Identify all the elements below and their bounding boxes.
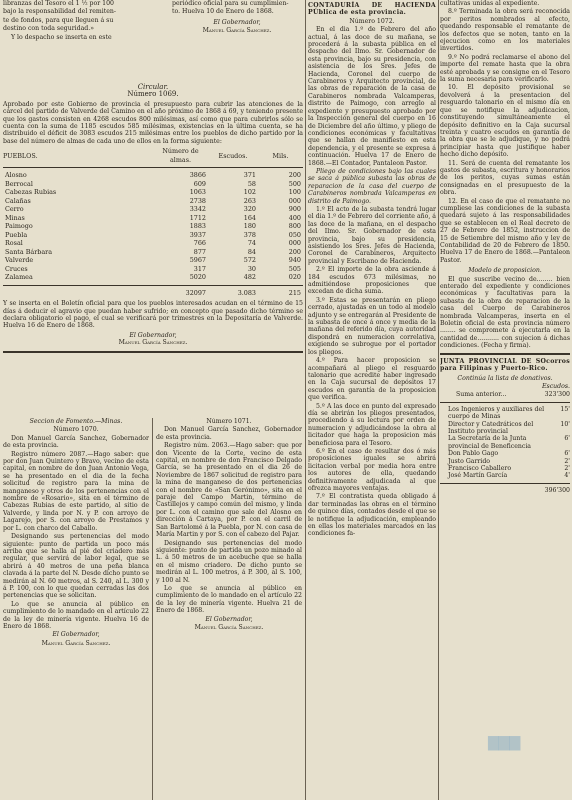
almas-cell: 317 <box>193 264 206 273</box>
list-item <box>440 435 570 450</box>
escudos-header: Escudos. <box>542 382 570 390</box>
escudos-cell: 102 <box>243 188 256 197</box>
almas-cell: 1063 <box>189 188 206 197</box>
signature-name: Manuel García Sanchez. <box>41 639 111 647</box>
escudos-cell: 378 <box>243 230 256 239</box>
table-row <box>3 248 303 257</box>
notice-body: Registro núm. 2063.—Hago saber: que por don Vicente de la Corte, vecino de esta capital, en nombre de don Francisco Delgado García, se ha presentado en el dia 26 de Noviembre de 1867 solicitud de registro para la mina de manganeso de dos pertenencias con el nombre de «San Gerónimo», sita en el paraje del Campo Martin, término de Castillejos y campo común del mismo, y linda por L. con el camino que sale del Alosno en dirección á Cartaya, por P. con el carril de San Bartolomé á la Puebla, por N. con casa de María Martin y por S. con el cabezo del Pajar. <box>156 442 302 539</box>
list-item <box>440 406 570 421</box>
donor-name: Director y Catedráticos del Instituto provincial <box>448 420 534 435</box>
pueblo-cell: Alosno <box>5 171 27 180</box>
pueblo-cell: Cruces <box>5 264 28 273</box>
almas-cell: 5020 <box>189 273 206 282</box>
almas-cell: 609 <box>193 179 206 188</box>
circular-closing: Y se inserta en el Boletín oficial para que los pueblos interesados acudan en el término de 15 días á deducir el agravio que puedan haber sufrido; en concepto que pasado dicho término se declara obligatorio el pago, el cual se verificará por trimestres en la Depositaría de Valverde. Huelva 16 de Enero de 1868. <box>3 300 303 330</box>
col-header: Número de almas. <box>162 147 199 164</box>
list-item <box>440 458 570 465</box>
list-item <box>440 472 570 479</box>
donor-name: Don Pablo Gago <box>448 450 499 458</box>
table-row <box>3 197 303 206</box>
modelo-heading: Modelo de proposicion. <box>468 267 542 275</box>
donation-amount: 15' <box>560 405 570 413</box>
total-mils: 215 <box>288 288 301 297</box>
signature-title: El Gobernador, <box>205 615 253 623</box>
table-row <box>3 256 303 265</box>
pueblos-rows <box>3 171 303 282</box>
almas-cell: 3937 <box>189 230 206 239</box>
pueblo-cell: Minas <box>5 213 25 222</box>
text-line: destino con toda seguridad.» <box>3 25 94 33</box>
signature-name: Manuel García Sanchez. <box>202 27 272 35</box>
notice-number: Número 1072. <box>349 17 395 25</box>
table-row <box>3 222 303 231</box>
escudos-cell: 263 <box>243 196 256 205</box>
suma-anterior-value: 323'300 <box>544 391 570 399</box>
notice-body: 6.º En el caso de resultar dos ó más proposiciones iguales se abrirá licitacion verbal por media hora entre los autores de ella, quedando definitivamente adjudicada al que ofrezca mayores ventajas. <box>308 447 436 492</box>
table-rule <box>3 167 303 168</box>
circular-body: Aprobado por este Gobierno de provincia el presupuesto para cubrir las atenciones de la cárcel del partido de Valverde del Camino en el año próximo de 1868 á 69, y teniendo presente que los gastos consisten en 4268 escudos 800 milésimas, así como que para cubrirlos sólo se cuenta con la suma de 1185 escudos 585 milésimas, existencias en la última cuenta, se ha distribuido el déficit de 3083 escudos 215 milésimas entre los pueblos de dicho partido por la base del número de almas de cada uno de ellos en la forma siguiente: <box>3 100 303 145</box>
notice-body: 12. En el caso de que el rematante no cumpliese las condiciones de la subasta quedará sujeto á las responsabilidades que se establecen en el Real decreto de 27 de Febrero de 1852, instruccion de 15 de Setiembre del mismo año y ley de Contabilidad de 20 de Febrero de 1850. Huelva 17 de Enero de 1868.—Pantaleon Pastor. <box>440 197 570 264</box>
pueblo-cell: Rosal <box>5 239 23 248</box>
top-mid-block <box>172 0 302 78</box>
notice-body: 1.º El acto de la subasta tendrá lugar el dia 1.º de Febrero del corriente año, á las doce de la mañana, en el despacho del Ilmo. Sr. Gobernador de esta provincia, bajo su presidencia, asistiendo los Sres. Jefes de Hacienda, Coronel de Carabineros, Arquitecto provincial y Escribano de Hacienda. <box>308 205 436 265</box>
right-column-b <box>440 0 570 800</box>
column-divider <box>438 0 439 800</box>
mils-cell: 400 <box>288 213 301 222</box>
col-header: Escudos. <box>218 151 248 160</box>
notice-body: Don Manuel García Sanchez, Gobernador de esta provincia. <box>156 426 302 441</box>
pueblos-table <box>3 147 303 164</box>
top-left-block <box>3 0 167 78</box>
escudos-cell: 30 <box>247 264 256 273</box>
almas-cell: 3866 <box>189 171 206 180</box>
mid-bottom-column <box>156 418 302 800</box>
suma-anterior-label: Suma anterior... <box>456 391 507 399</box>
table-rule <box>3 285 303 286</box>
pueblo-cell: Paimogo <box>5 222 33 231</box>
notice-body: Registro número 2087.—Hago saber: que por don Juan Quintero y Bravo, vecino de esta capital, en nombre de don Juan Antonio Vega, se ha presentado en el dia de la fecha solicitud de registro para la mina de manganeso y otros de los pertenencias con el nombre de «Rosario», sita en el término de Cabezas Rubias de este partido, al sitio de Valverde, y linda por N. y P. con arroyo de Lagarejo, por S. con arroyo de Prestamos y por L. con charco del Caballo. <box>3 450 149 532</box>
pueblo-cell: Berrocal <box>5 179 33 188</box>
section-heading: Circular. <box>137 83 169 91</box>
signature-name: Manuel García Sanchez. <box>194 623 264 631</box>
mils-cell: 000 <box>288 196 301 205</box>
table-header-row <box>3 147 303 164</box>
almas-cell: 1883 <box>189 222 206 231</box>
signature-name: Manuel García Sanchez. <box>118 339 188 347</box>
left-bottom-column <box>3 418 149 800</box>
mils-cell: 900 <box>288 205 301 214</box>
almas-cell: 3342 <box>189 205 206 214</box>
notice-body: 9.º No podrá reclamarse el abono del importe del remate hasta que la obra esté aprobada y se consigne en el Tesoro la suma necesaria para verificarlo. <box>440 53 570 84</box>
table-row <box>3 188 303 197</box>
mils-cell: 505 <box>288 264 301 273</box>
notice-body: 3.º Estas se presentarán en pliego cerrado, ajustadas en un todo al modelo adjunto y se entregarán al Presidente de la subasta de once á once y media de la mañana del referido día, cuya autoridad dispondrá en numeracion correlativa, exigiendo se subrogue por el portador los pliegos. <box>308 296 436 356</box>
table-row <box>3 171 303 180</box>
escudos-cell: 84 <box>247 247 256 256</box>
table-row <box>3 214 303 223</box>
signature-title: El Gobernador, <box>129 331 177 339</box>
table-row <box>3 265 303 274</box>
list-item <box>440 465 570 472</box>
almas-cell: 1712 <box>189 213 206 222</box>
continua-label: Continúa la lista de donativos. <box>457 374 553 382</box>
section-rule <box>3 351 303 353</box>
mils-cell: 200 <box>288 247 301 256</box>
escudos-cell: 74 <box>247 239 256 248</box>
table-rule <box>440 483 570 484</box>
pueblo-cell: Cabezas Rubias <box>5 188 57 197</box>
donativos-total: 396'300 <box>544 486 570 494</box>
table-rule <box>440 402 570 403</box>
escudos-cell: 180 <box>243 222 256 231</box>
library-stamp-mark: ▇▇▇ <box>488 735 521 751</box>
mils-cell: 050 <box>288 230 301 239</box>
donor-name: Francisco Caballero <box>448 464 512 472</box>
mils-cell: 020 <box>288 273 301 282</box>
almas-cell: 5967 <box>189 256 206 265</box>
notice-body: Designando sus pertenencias del modo siguiente: punto de partida un pozo minado al L. á 50 metros de un acebuche que se halla en el mismo criadero. De dicho punto se medirán al L. 100 metros, á P. 300, al S. 100, y 100 al N. <box>156 539 302 584</box>
suma-anterior-row <box>440 391 570 398</box>
table-row <box>3 231 303 240</box>
mils-cell: 500 <box>288 179 301 188</box>
notice-body: 8.º Terminada la obra será reconocida por peritos nombrados al efecto, quedando responsable el rematante de los defectos que se noten, tanto en la ejecucion como en los materiales invertidos. <box>440 8 570 53</box>
column-divider <box>305 0 306 800</box>
notice-body: Designando sus pertenencias del modo siguiente: punto de partida un poco más arriba que se halla al pié del criadero más regular, que servirá de labor legal, que se abrirá á 40 metros de una peña blanca clavada á la parte del N. Desde dicho punto se medirán al N. 60 metros, al S. 240, al L. 300 y á P. 100, con lo que quedan cerradas las dos pertenencias que se solicitan. <box>3 533 149 600</box>
text-line: Y lo despacho se inserta en este <box>11 33 112 41</box>
almas-cell: 766 <box>193 239 206 248</box>
section-heading: Seccion de Fomento.—Minas. <box>29 418 123 425</box>
table-row <box>3 273 303 282</box>
total-almas: 32097 <box>185 288 206 297</box>
signature-title: El Gobernador, <box>213 18 261 26</box>
right-column-a <box>308 0 436 800</box>
pueblos-totals <box>3 289 303 298</box>
notice-body: Don Manuel García Sanchez, Gobernador de esta provincia. <box>3 434 149 450</box>
almas-cell: 2738 <box>189 196 206 205</box>
notice-body: 5.º A las doce en punto del expresado día se abrirán los pliegos presentados, procediendo á su lectura por orden de numeracion y adjudicándose la obra al licitador que haga la proposicion más beneficiosa para el Tesoro. <box>308 402 436 447</box>
donor-name: Los Ingenieros y auxiliares del cuerpo de Minas <box>448 405 545 421</box>
donation-amount: 2' <box>564 457 570 465</box>
pueblo-cell: Calañas <box>5 196 31 205</box>
mils-cell: 200 <box>288 171 301 180</box>
list-item <box>440 421 570 436</box>
signature-title: El Gobernador, <box>52 631 100 639</box>
notice-body: En el dia 1.º de Febrero del año actual, á las doce de su mañana, se procederá á la subasta pública en el despacho del Ilmo. Sr. Gobernador de esta provincia, bajo su presidencia, con asistencia de los Sres. Jefes de Hacienda, Coronel del cuerpo de Carabineros y Arquitecto provincial, de las obras de reparación de la casa de Carabineros nombrada Valcamperas, distrito de Paimogo, con arreglo al expediente y presupuesto aprobado por la Inspección general del cuerpo en 16 de Diciembre del año último, y pliego de condiciones económicas y facultativas que se hallan de manifiesto en esta dependencia, y el presente se expresa á continuación. Huelva 17 de Enero de 1868.—El Contador, Pantaleon Pastor. <box>308 26 436 167</box>
text-line: libranzas del Tesoro el 1 ½ por 100 <box>3 0 114 7</box>
pliego-heading: Pliego de condiciones bajo las cuales se saca á pública subasta las obras de reparacion de la casa del cuerpo de Carabineros nombrada Valcamperas en distrito de Paimogo. <box>308 167 436 205</box>
donation-amount: 10' <box>560 420 570 428</box>
text-line: bajo la responsabilidad del remiten- <box>3 8 116 16</box>
almas-cell: 877 <box>193 247 206 256</box>
mils-cell: 800 <box>288 222 301 231</box>
pueblo-cell: Cerro <box>5 205 24 214</box>
text-line: periódico oficial para su cumplimien- <box>172 0 289 7</box>
notice-number: Número 1071. <box>206 418 252 425</box>
notice-body: Lo que se anuncia al público en cumplimiento de lo mandado en el artículo 22 de la ley de minería vigente. Huelva 21 de Enero de 1868. <box>156 584 302 615</box>
pueblo-cell: Zalamea <box>5 273 33 282</box>
notice-number: Número 1069. <box>127 90 179 99</box>
notice-body: 2.º El importe de la obra asciende á 184 escudos 673 milésimas, no admitiéndose proposiciones que excedan de dicha suma. <box>308 266 436 296</box>
text-line: te de fondos, para que lleguen á su <box>3 16 114 24</box>
table-row <box>3 239 303 248</box>
notice-body: 4.º Para hacer proposicion se acompañará al pliego el resguardo talonario que acredite haber ingresado en la Caja sucursal de depósitos 17 escudos en garantía de la proposicion que verifica. <box>308 357 436 402</box>
escudos-cell: 58 <box>247 179 256 188</box>
table-row <box>3 205 303 214</box>
donation-amount: 6' <box>564 435 570 443</box>
notice-number: Número 1070. <box>53 426 99 434</box>
mils-cell: 100 <box>288 188 301 197</box>
donor-name: La Secretaría de la Junta provincial de Beneficencia <box>448 435 531 450</box>
circular-section <box>3 84 303 356</box>
col-header: Mils. <box>272 151 289 160</box>
section-heading: CONTADURÍA DE HACIENDA PÚblica de esta provincia. <box>308 2 436 17</box>
donation-amount: 4' <box>564 472 570 480</box>
escudos-cell: 164 <box>243 213 256 222</box>
notice-body: Lo que se anuncia al público en cumplimiento de lo mandado en el artículo 22 de la ley de minería vigente. Huelva 16 de Enero de 1868. <box>3 600 149 630</box>
section-rule <box>440 353 570 355</box>
donor-name: José Martín García <box>448 472 508 480</box>
mils-cell: 940 <box>288 256 301 265</box>
escudos-cell: 572 <box>243 256 256 265</box>
totals-row <box>3 289 303 298</box>
notice-body: 11. Será de cuenta del rematante los gastos de subasta, escritura y honorarios de los peritos, cuyas sumas están consignadas en el presupuesto de la obra. <box>440 159 570 197</box>
donor-name: Justo Garrido <box>448 457 491 465</box>
escudos-cell: 482 <box>243 273 256 282</box>
mils-cell: 000 <box>288 239 301 248</box>
escudos-cell: 320 <box>243 205 256 214</box>
notice-body: 7.º El contratista queda obligado á dar terminadas las obras en el término de quince días, contados desde el que se le notifique la adjudicación, empleando en ellas los materiales marcados en las condiciones fa- <box>308 493 436 538</box>
pueblo-cell: Santa Bárbara <box>5 247 53 256</box>
notice-body: 10. El depósito provisional se devolverá á la presentacion del resguardo talonario en el mismo día en que se notifique la adjudicacion, constituyendo simultáneamente el depósito definitivo en la Caja sucursal treinta y cuatro escudos en garantía de la obra que se le adjudique, y no podrá principiar hasta que justifique haber hecho dicho depósito. <box>440 84 570 159</box>
notice-body: cultativas unidas al expediente. <box>440 0 540 7</box>
column-divider <box>152 418 153 800</box>
donation-amount: 6' <box>564 450 570 458</box>
pueblo-cell: Valverde <box>5 256 34 265</box>
total-escudos: 3.083 <box>237 288 256 297</box>
pueblo-cell: Puebla <box>5 230 28 239</box>
col-header: PUEBLOS. <box>3 151 38 160</box>
text-line: to. Huelva 10 de Enero de 1868. <box>172 8 274 16</box>
table-row <box>3 180 303 189</box>
donativos-list <box>440 406 570 480</box>
donation-amount: 2' <box>564 464 570 472</box>
modelo-body: El que suscribe vecino de........ bien enterado del expediente y condiciones económicas y facultativas para la subasta de la obra de reparacion de la casa del Cuerpo de Carabineros nombrada Valcamperas, inserta en el Boletin oficial de esta provincia número ........ se compromete á ejecutarla en la cantidad de........... con sujecion á dichas condiciones. (Fecha y firma). <box>440 275 570 350</box>
list-item <box>440 450 570 457</box>
junta-heading: JUNTA PROVINCIAL DE SOcorros para Filipinas y Puerto-Rico. <box>440 357 570 373</box>
escudos-cell: 371 <box>243 171 256 180</box>
